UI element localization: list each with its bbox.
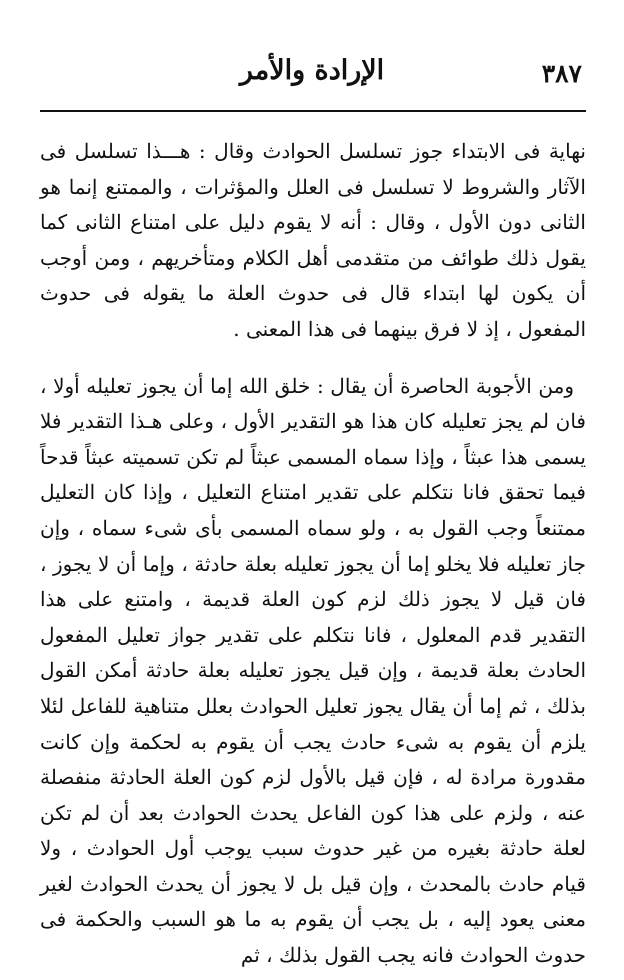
header-rule: [40, 110, 586, 112]
paragraph-1: نهاية فى الابتداء جوز تسلسل الحوادث وقال : هـــذا تسلسل فى الآثار والشروط لا تسلسل فى العلل والمؤثرات ، والممتنع إنما هو الثانى دون الأول ، وقال : أنه لا يقوم دليل على امتناع الثانى كما يقول ذلك طوائف من متقدمى أهل الكلام ومتأخريهم ، ومن أوجب أن يكون لها ابتداء قال فى حدوث العلة ما يقوله فى حدوث المفعول ، إذ لا فرق بينهما فى هذا المعنى .: [40, 139, 586, 341]
body-text: [40, 134, 586, 974]
paragraph-2: ومن الأجوبة الحاصرة أن يقال : خلق الله إما أن يجوز تعليله أولا ، فان لم يجز تعليله كان هذا هو التقدير الأول ، وعلى هـذا التقدير فلا يسمى هذا عبثاً ، وإذا سماه المسمى عبثاً لم تكن تسميته عبثاً قدحاً فيما تحقق فانا نتكلم على تقدير امتناع التعليل ، وإذا كان التعليل ممتنعاً وجب القول به ، ولو سماه المسمى بأى شىء سماه ، وإن جاز تعليله فلا يخلو إما أن يجوز تعليله بعلة حادثة ، وإما أن لا يجوز ، فان قيل لا يجوز ذلك لزم كون العلة قديمة ، وامتنع على هذا التقدير قدم المعلول ، فانا نتكلم على تقدير جواز تعليل المفعول الحادث بعلة قديمة ، وإن قيل يجوز تعليله بعلة حادثة أمكن القول بذلك ، ثم إما أن يقال يجوز تعليل الحوادث بعلل متناهية للفاعل لئلا يلزم أن يقوم به شىء حادث يجب أن يقوم به لحكمة وإن كانت مقدورة مرادة له ، فإن قيل بالأول لزم كون العلة الحادثة منفصلة عنه ، ولزم على هذا كون الفاعل يحدث الحوادث بعد أن لم تكن لعلة حادثة بغيره من غير حدوث سبب يوجب أول الحوادث ، ولا قيام حادث بالمحدث ، وإن قيل بل لا يجوز أن يحدث الحوادث لغير معنى يعود إليه ، بل يجب أن يقوم به ما هو السبب والحكمة فى حدوث الحوادث فانه يجب القول بذلك ، ثم: [40, 373, 587, 968]
page-number: ٣٨٧: [541, 59, 582, 88]
running-title: الإرادة والأمر: [239, 55, 385, 86]
running-header: [40, 52, 586, 92]
